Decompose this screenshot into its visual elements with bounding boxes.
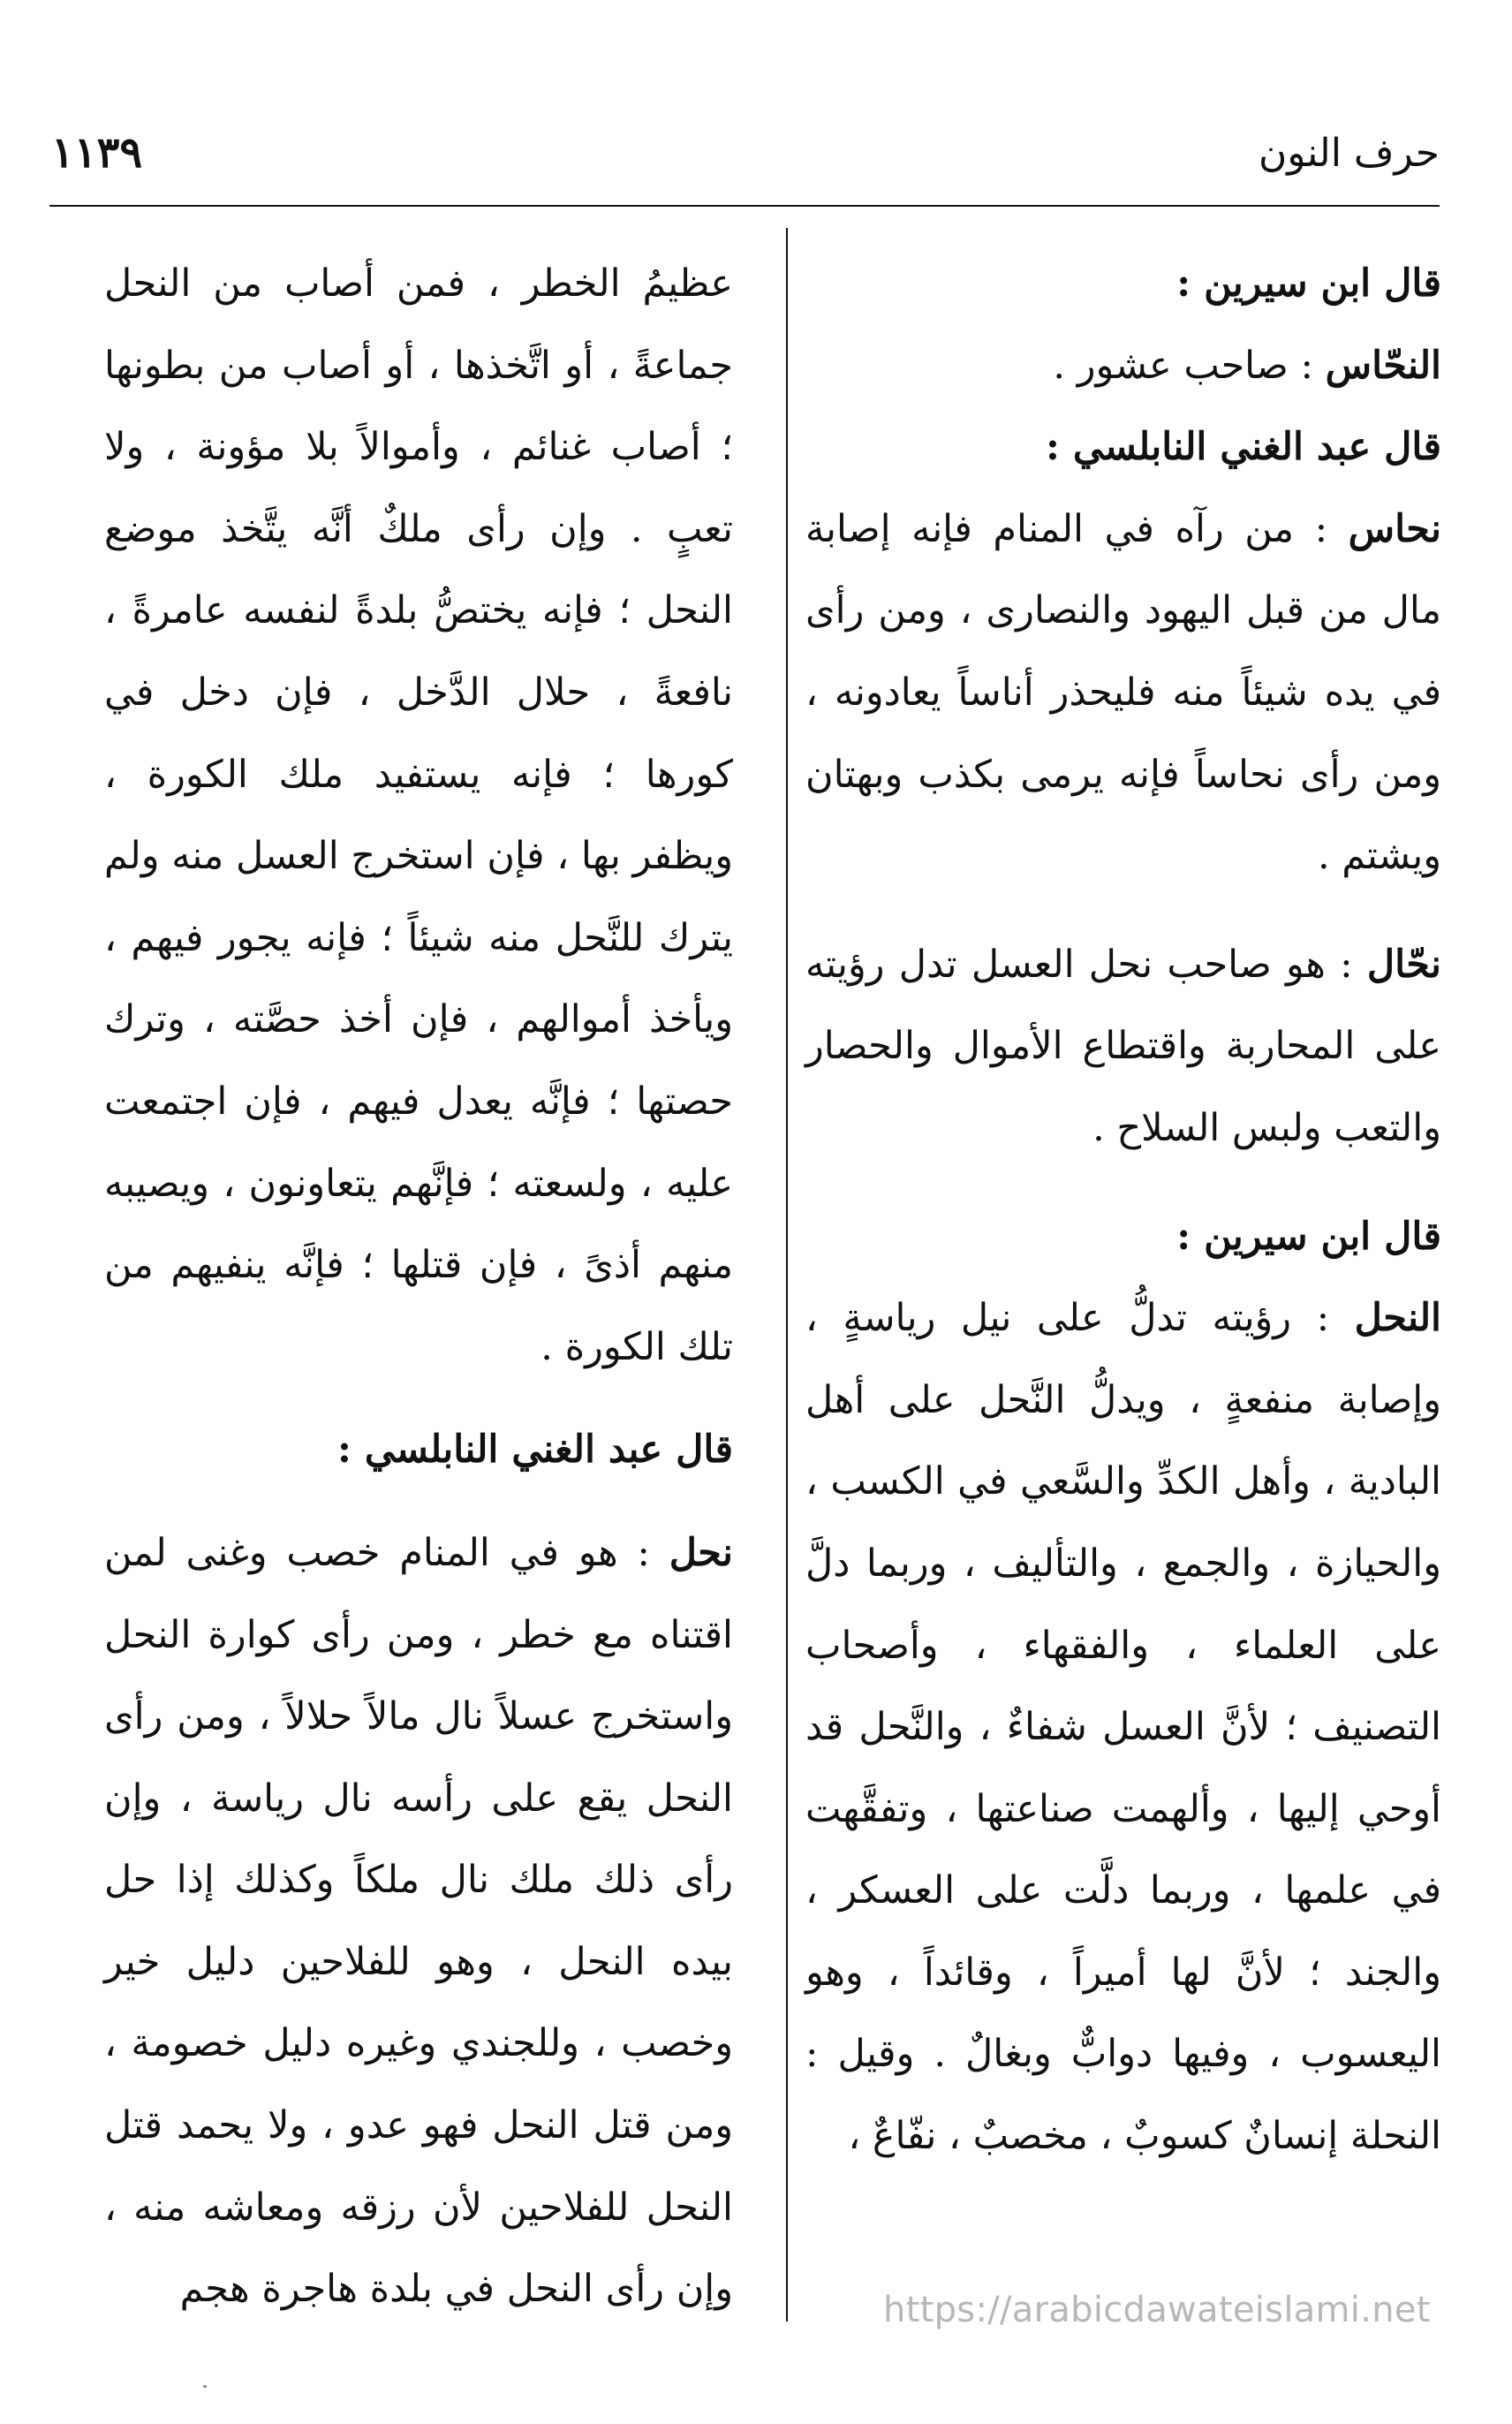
entry-nuhas <box>805 489 1441 898</box>
left-column <box>104 243 733 2330</box>
entry-text: : هو في المنام خصب وغنى لمن اقتناه مع خطر ، ومن رأى كوارة النحل واستخرج عسلاً نال مالاً حلالاً ، ومن رأى النحل يقع على رأسه نال رياسة ، وإن رأى ذلك ملك نال ملكاً وكذلك إذا حل بيده النحل ، وهو للفلاحين دليل خير وخصب ، وللجندي وغيره دليل خصومة ، ومن قتل النحل فهو عدو ، ولا يحمد قتل النحل للفلاحين لأن رزقه ومعاشه منه ، وإن رأى النحل في بلدة هاجرة هجم <box>104 1530 733 2312</box>
section-heading: قال عبد الغني النابلسي : <box>1046 425 1441 470</box>
spacer <box>805 898 1441 924</box>
watermark-url: https://arabicdawateislami.net <box>883 2290 1431 2330</box>
entry-text: : هو صاحب نحل العسل تدل رؤيته على المحاربة واقتطاع الأموال والحصار والتعب ولبس السلاح . <box>805 942 1441 1150</box>
section-heading: قال عبد الغني النابلسي : <box>337 1428 733 1473</box>
entry-text: : من رآه في المنام فإنه إصابة مال من قبل اليهود والنصارى ، ومن رأى في يده شيئاً منه فليحذر أناساً يعادونه ، ومن رأى نحاساً فإنه يرمى بكذب وبهتان ويشتم . <box>805 506 1441 879</box>
entry-nahl <box>805 1277 1441 2178</box>
scan-speck <box>203 2385 207 2388</box>
spacer <box>104 1388 733 1409</box>
column-divider <box>786 228 788 2322</box>
entry-term: النحّاس <box>1325 343 1441 388</box>
entry-term: نحل <box>669 1530 733 1575</box>
page-number: ١١٣٩ <box>51 128 143 178</box>
entry-nahhas-1 <box>805 325 1441 407</box>
entry-text: : صاحب عشور . <box>1053 343 1326 388</box>
entry-term: نحّال <box>1366 942 1441 987</box>
paragraph-continuation: عظيمُ الخطر ، فمن أصاب من النحل جماعةً ، أو اتَّخذها ، أو أصاب من بطونها ؛ أصاب غنائم ، وأموالاً بلا مؤونة ، ولا تعبٍ . وإن رأى ملكٌ أنَّه يتَّخذ موضع النحل ؛ فإنه يختصُّ بلدةً لنفسه عامرةً ، نافعةً ، حلال الدَّخل ، فإن دخل في كورها ؛ فإنه يستفيد ملك الكورة ، ويظفر بها ، فإن استخرج العسل منه ولم يترك للنَّحل منه شيئاً ؛ فإنه يجور فيهم ، ويأخذ أموالهم ، فإن أخذ حصَّته ، وترك حصتها ؛ فإنَّه يعدل فيهم ، فإن اجتمعت عليه ، ولسعته ؛ فإنَّهم يتعاونون ، ويصيبه منهم أذىً ، فإن قتلها ؛ فإنَّه ينفيهم من تلك الكورة . <box>104 261 733 1369</box>
entry-text: : رؤيته تدلُّ على نيل رياسةٍ ، وإصابة منفعةٍ ، ويدلُّ النَّحل على أهل البادية ، وأهل الكدِّ والسَّعي في الكسب ، والحيازة ، والجمع ، والتأليف ، وربما دلَّ على العلماء ، والفقهاء ، وأصحاب التصنيف ؛ لأنَّ العسل شفاءٌ ، والنَّحل قد أوحي إليها ، وألهمت صناعتها ، وتفقَّهت في علمها ، وربما دلَّت على العسكر ، والجند ؛ لأنَّ لها أميراً ، وقائداً ، وهو اليعسوب ، وفيها دوابٌّ وبغالٌ . وقيل : النحلة إنسانٌ كسوبٌ ، مخصبٌ ، نفّاعٌ ، <box>805 1296 1441 2159</box>
header-rule <box>49 205 1440 207</box>
entry-term: النحل <box>1354 1296 1441 1341</box>
spacer <box>805 1170 1441 1196</box>
spacer <box>104 1491 733 1512</box>
right-column <box>805 243 1441 2178</box>
section-heading: قال ابن سيرين : <box>1176 1214 1441 1259</box>
page-title: حرف النون <box>1258 131 1440 176</box>
entry-nahhal <box>805 924 1441 1170</box>
entry-term: نحاس <box>1348 506 1441 551</box>
section-heading: قال ابن سيرين : <box>1176 261 1441 306</box>
entry-nahl-nabulsi <box>104 1512 733 2330</box>
